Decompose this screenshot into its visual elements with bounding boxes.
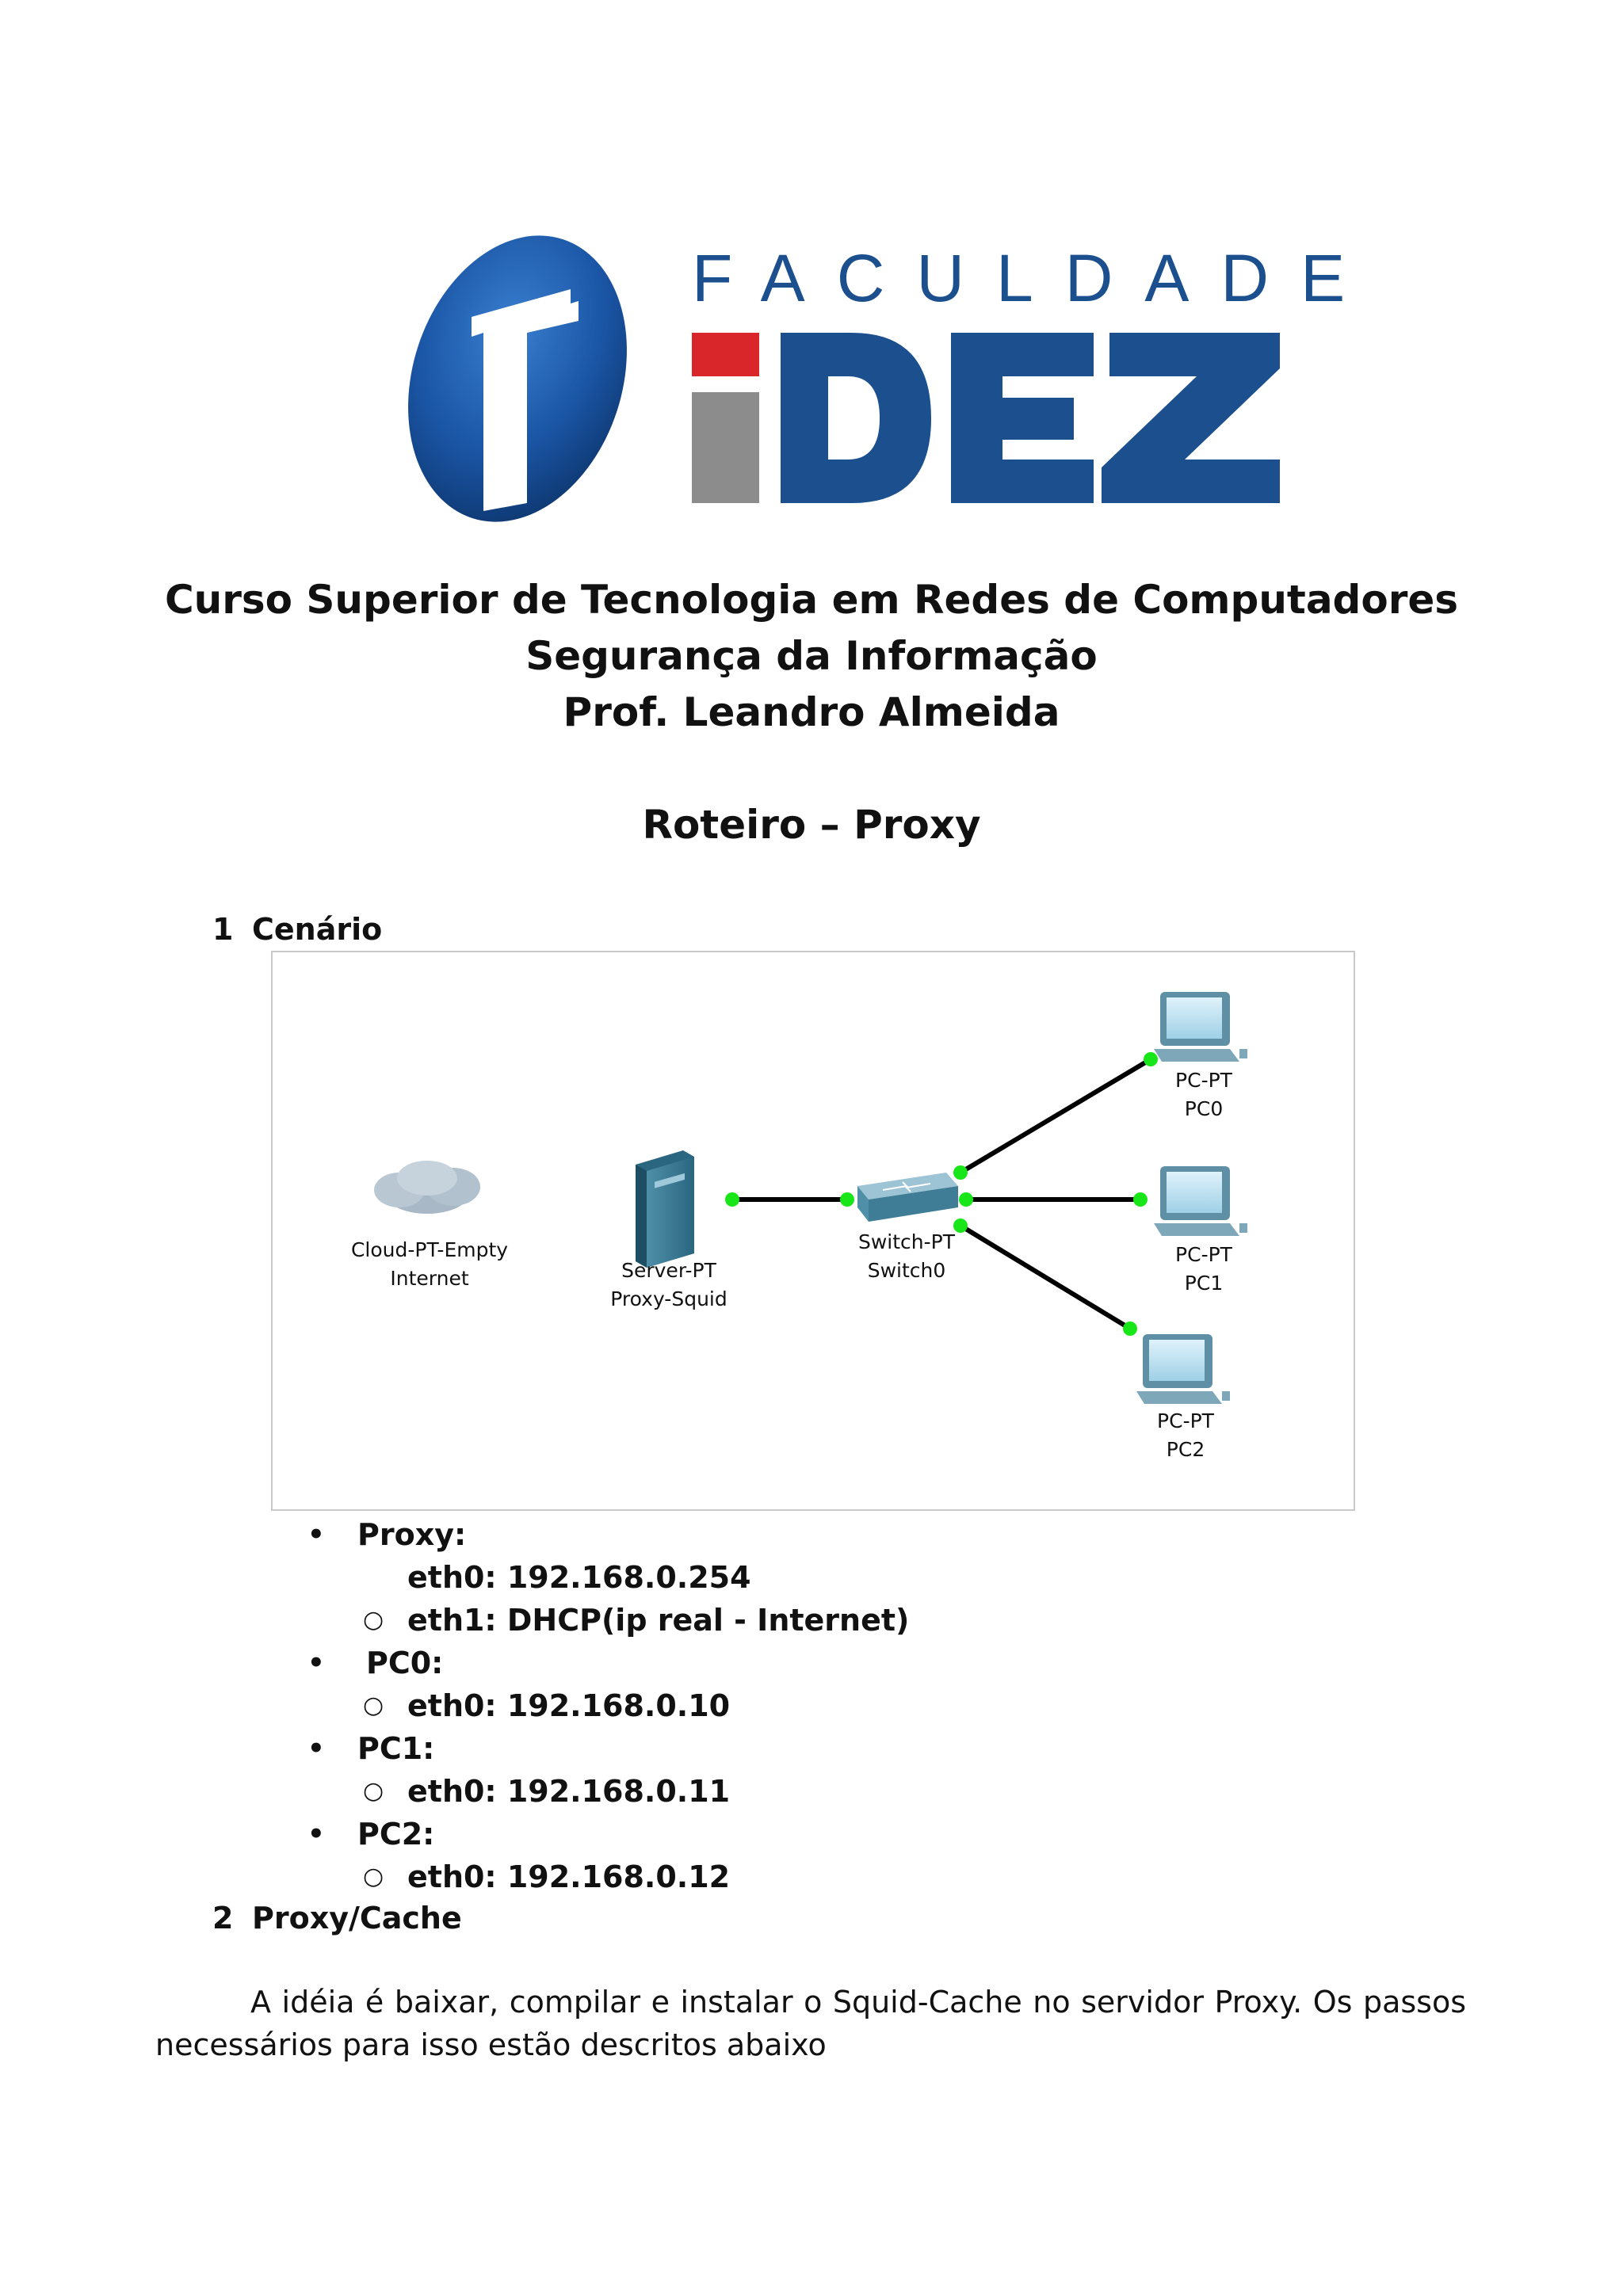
course-title: Curso Superior de Tecnologia em Redes de Computadores	[164, 577, 1459, 623]
pc2-label: PC2:	[357, 1817, 435, 1852]
sub-bullet-marker: ○	[363, 1777, 384, 1805]
section-1-number: 1	[212, 912, 234, 947]
pc1-label: PC1:	[357, 1731, 435, 1766]
pc2-name-label: PC2	[1166, 1438, 1205, 1461]
intro-paragraph	[155, 1981, 1466, 2066]
link-switch-pc0	[960, 1059, 1151, 1173]
logo-line1: FACULDADE	[692, 241, 1377, 315]
proxy-eth1: eth1: DHCP(ip real - Internet)	[407, 1603, 910, 1638]
section-2-heading	[212, 1898, 462, 1938]
pc0-type-label: PC-PT	[1175, 1069, 1232, 1092]
pc1-name-label: PC1	[1184, 1272, 1224, 1295]
paragraph-line-2: necessários para isso estão descritos abaixo	[155, 2027, 827, 2062]
logo-line2: iDEZ	[408, 222, 411, 223]
server-icon	[636, 1150, 694, 1268]
pc1-type-label: PC-PT	[1175, 1243, 1232, 1266]
pc0-eth0: eth0: 192.168.0.10	[407, 1688, 731, 1723]
cloud-name-label: Internet	[390, 1267, 469, 1290]
cloud-icon	[374, 1161, 480, 1214]
network-diagram	[271, 951, 1355, 1511]
proxy-label: Proxy:	[357, 1517, 467, 1552]
section-2-number: 2	[212, 1901, 234, 1936]
pc0-name-label: PC0	[1184, 1097, 1224, 1120]
bullet-marker: •	[307, 1818, 325, 1850]
faculdade-idez-logo	[408, 222, 1377, 535]
proxy-eth0: eth0: 192.168.0.254	[407, 1560, 751, 1595]
section-2-title: Proxy/Cache	[252, 1901, 462, 1936]
switch-icon	[857, 1173, 958, 1222]
pc2-eth0: eth0: 192.168.0.12	[407, 1859, 731, 1894]
switch-type-label: Switch-PT	[857, 1230, 956, 1253]
pc1-eth0: eth0: 192.168.0.11	[407, 1774, 731, 1809]
pc0-icon	[1154, 992, 1247, 1062]
document-title: Roteiro – Proxy	[642, 802, 981, 848]
bullet-marker: •	[307, 1519, 325, 1550]
cloud-type-label: Cloud-PT-Empty	[350, 1238, 509, 1261]
bullet-marker: •	[307, 1647, 325, 1679]
bullet-marker: •	[307, 1733, 325, 1764]
link-switch-pc2	[960, 1226, 1130, 1329]
professor-name: Prof. Leandro Almeida	[563, 689, 1060, 735]
server-name-label: Proxy-Squid	[610, 1287, 727, 1310]
sub-bullet-marker: ○	[363, 1606, 384, 1634]
pc1-icon	[1154, 1166, 1247, 1236]
sub-bullet-marker: ○	[363, 1863, 384, 1890]
paragraph-line-1: A idéia é baixar, compilar e instalar o Squid-Cache no servidor Proxy. Os passos	[250, 1985, 1466, 2019]
pc0-label: PC0:	[366, 1646, 444, 1680]
pc2-type-label: PC-PT	[1157, 1409, 1214, 1432]
pc2-icon	[1136, 1334, 1230, 1404]
server-type-label: Server-PT	[621, 1259, 716, 1282]
section-1-title: Cenário	[252, 912, 383, 947]
sub-bullet-marker: ○	[363, 1691, 384, 1719]
section-1-heading	[212, 910, 382, 949]
switch-name-label: Switch0	[867, 1259, 946, 1282]
subject-title: Segurança da Informação	[525, 633, 1098, 679]
